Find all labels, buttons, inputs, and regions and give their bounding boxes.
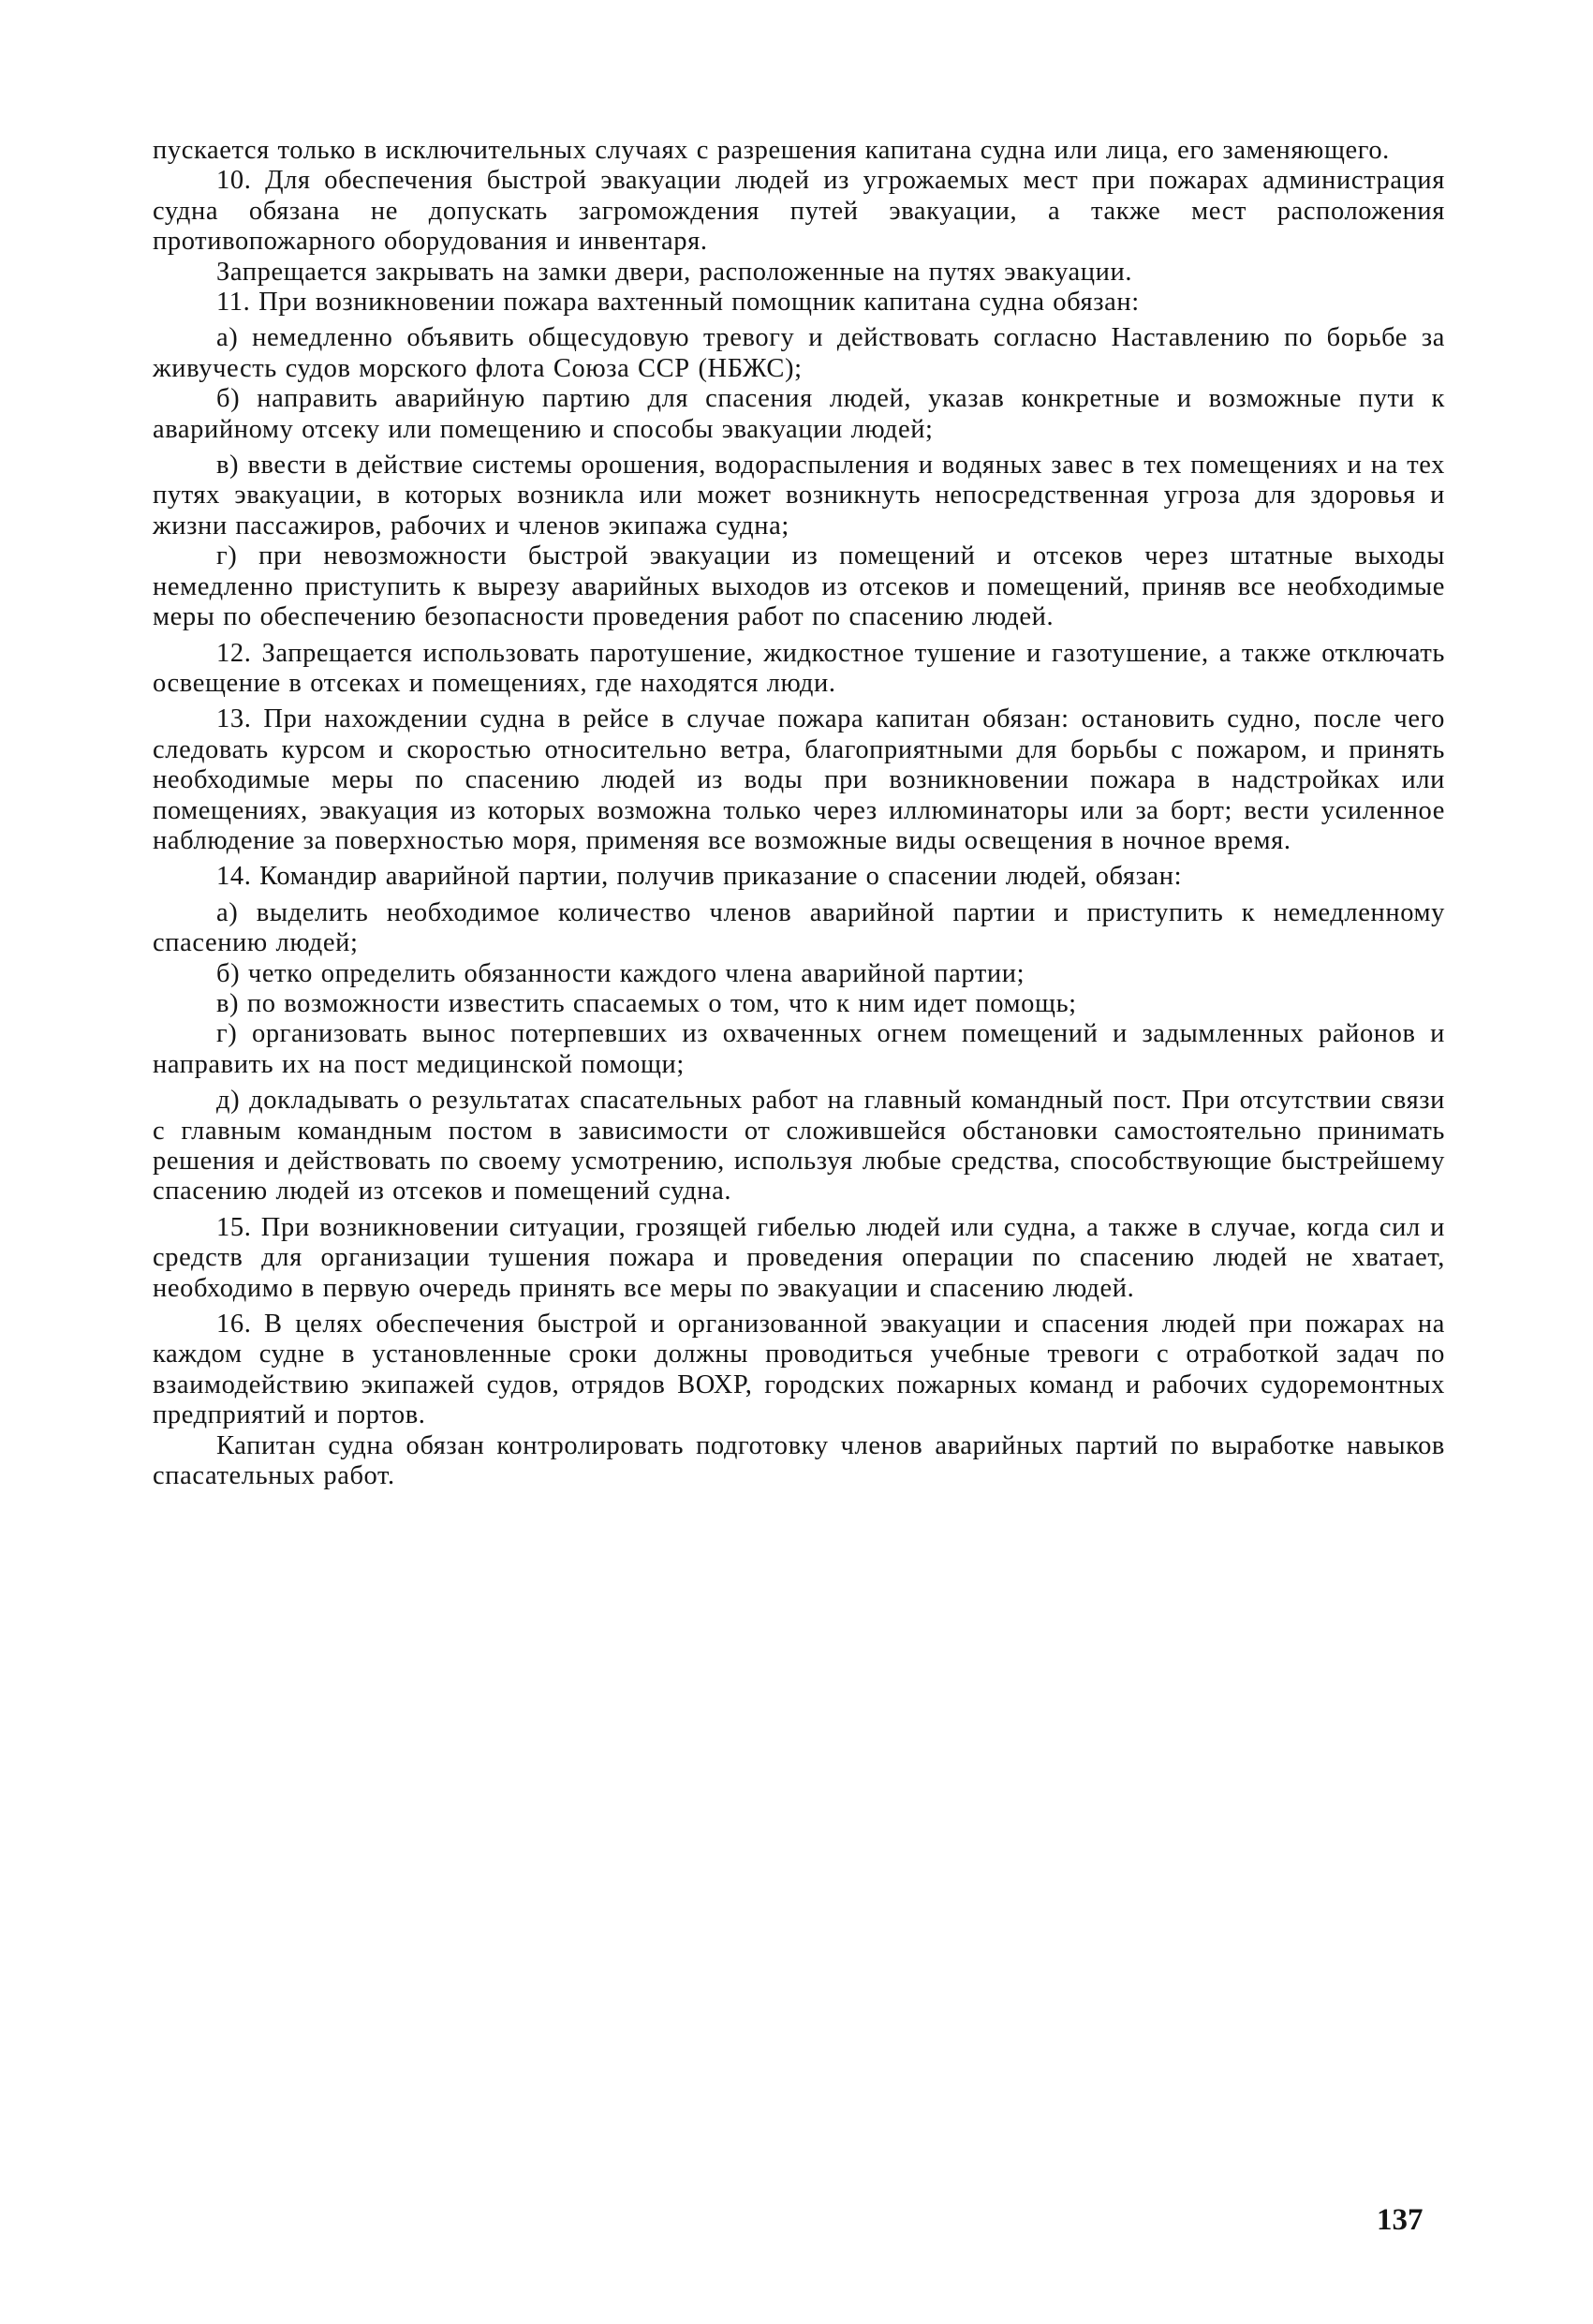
document-body (153, 136, 1445, 1491)
paragraph-item-11-b: б) направить аварийную партию для спасения людей, указав конкретные и возможные пути к аварийному отсеку или помещению и способы эвакуации людей; (153, 384, 1445, 444)
paragraph-item-11-v: в) ввести в действие системы орошения, водораспыления и водяных завес в тех помещениях и на тех путях эвакуации, в которых возникла или может возникнуть непосредственная угроза для здоровья и жизни пассажиров, рабочих и членов экипажа судна; (153, 451, 1445, 540)
paragraph-item-14: 14. Командир аварийной партии, получив приказание о спасении людей, обязан: (216, 862, 1183, 892)
paragraph-item-16-note: Капитан судна обязан контролировать подготовку членов аварийных партий по выработке навыков спасательных работ. (153, 1430, 1445, 1491)
paragraph-item-14-d: д) докладывать о результатах спасательных работ на главный командный пост. При отсутствии связи с главным командным постом в зависимости от сложившейся обстановки самостоятельно принимать решения и действовать по своему усмотрению, используя любые средства, способствующие быстрейшему спасению людей из отсеков и помещений судна. (153, 1086, 1445, 1206)
paragraph-item-14-v: в) по возможности известить спасаемых о том, что к ним идет помощь; (216, 988, 1077, 1018)
paragraph-item-11: 11. При возникновении пожара вахтенный помощник капитана судна обязан: (216, 288, 1140, 318)
paragraph-item-10-note: Запрещается закрывать на замки двери, расположенные на путях эвакуации. (216, 257, 1133, 287)
page-number: 137 (1377, 2203, 1423, 2237)
paragraph-item-11-g: г) при невозможности быстрой эвакуации из помещений и отсеков через штатные выходы немедленно приступить к вырезу аварийных выходов из отсеков и помещений, приняв все необходимые меры по обеспечению безопасности проведения работ по спасению людей. (153, 541, 1445, 632)
paragraph-item-15: 15. При возникновении ситуации, грозящей гибелью людей или судна, а также в случае, когда сил и средств для организации тушения пожара и проведения операции по спасению людей не хватает, необходимо в первую очередь принять все меры по эвакуации и спасению людей. (153, 1212, 1445, 1303)
paragraph-item-12: 12. Запрещается использовать паротушение, жидкостное тушение и газотушение, а также отключать освещение в отсеках и помещениях, где находятся люди. (153, 638, 1445, 698)
paragraph-item-14-a: а) выделить необходимое количество членов аварийной партии и приступить к немедленному спасению людей; (153, 897, 1445, 958)
paragraph-item-14-g: г) организовать вынос потерпевших из охваченных огнем помещений и задымленных районов и направить их на пост медицинской помощи; (153, 1019, 1445, 1079)
paragraph-item-14-b: б) четко определить обязанности каждого члена аварийной партии; (216, 958, 1025, 988)
paragraph-item-16: 16. В целях обеспечения быстрой и организованной эвакуации и спасения людей при пожарах на каждом судне в установленные сроки должны проводиться учебные тревоги с отработкой задач по взаимодействию экипажей судов, отрядов ВОХР, городских пожарных команд и рабочих судоремонтных предприятий и портов. (153, 1310, 1445, 1430)
paragraph-item-10: 10. Для обеспечения быстрой эвакуации людей из угрожаемых мест при пожарах администрация судна обязана не допускать загромождения путей эвакуации, а также мест расположения противопожарного оборудования и инвентаря. (153, 166, 1445, 257)
paragraph-item-11-a: а) немедленно объявить общесудовую тревогу и действовать согласно Наставлению по борьбе за живучесть судов морского флота Союза ССР (НБЖС); (153, 323, 1445, 383)
paragraph-item-13: 13. При нахождении судна в рейсе в случае пожара капитан обязан: остановить судно, после чего следовать курсом и скоростью относительно ветра, благоприятными для борьбы с пожаром, и принять необходимые меры по спасению людей из воды при возникновении пожара в надстройках или помещениях, эвакуация из которых возможна только через иллюминаторы или за борт; вести усиленное наблюдение за поверхностью моря, применяя все возможные виды освещения в ночное время. (153, 704, 1445, 855)
paragraph-continuation: пускается только в исключительных случаях с разрешения капитана судна или лица, его заменяющего. (153, 136, 1390, 165)
